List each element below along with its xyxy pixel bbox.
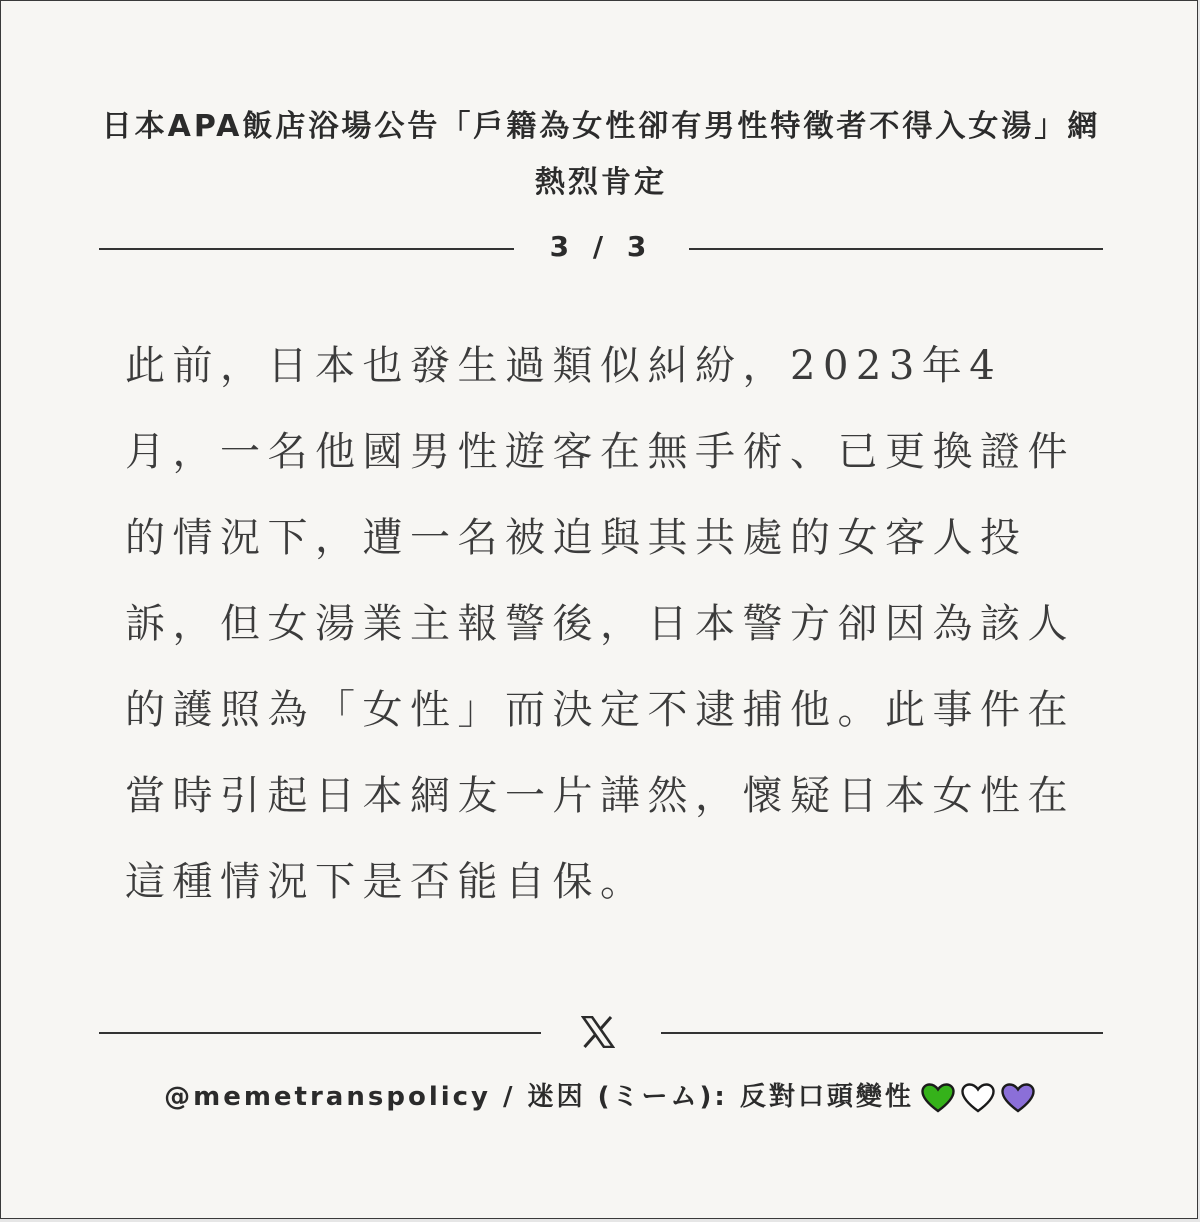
- post-title: 日本APA飯店浴場公告「戶籍為女性卻有男性特徵者不得入女湯」網熱烈肯定: [101, 109, 1101, 200]
- white-heart-icon: [961, 1083, 995, 1113]
- divider-left: [99, 1032, 541, 1034]
- x-logo-icon: [581, 1016, 615, 1048]
- heart-emojis: [918, 1076, 1038, 1120]
- green-heart-icon: [921, 1083, 955, 1113]
- article-body: 此前，日本也發生過類似糾紛，2023年4月，一名他國男性遊客在無手術、已更換證件的情況下，遭一名被迫與其共處的女客人投訴，但女湯業主報警後，日本警方卻因為該人的護照為「女性」而決定不逮捕他。此事件在當時引起日本網友一片譁然，懷疑日本女性在這種情況下是否能自保。: [125, 343, 1075, 905]
- divider-right: [661, 1032, 1103, 1034]
- purple-heart-icon: [1001, 1083, 1035, 1113]
- footer-credit: [101, 1075, 1101, 1120]
- platform-divider-row: [99, 1011, 1103, 1055]
- page-indicator-row: [99, 227, 1103, 267]
- account-handle: @memetranspolicy / 迷因 (ミーム): 反對口頭變性: [164, 1082, 914, 1112]
- divider-left: [99, 248, 514, 250]
- divider-right: [689, 248, 1103, 250]
- page-indicator: 3 / 3: [549, 230, 654, 263]
